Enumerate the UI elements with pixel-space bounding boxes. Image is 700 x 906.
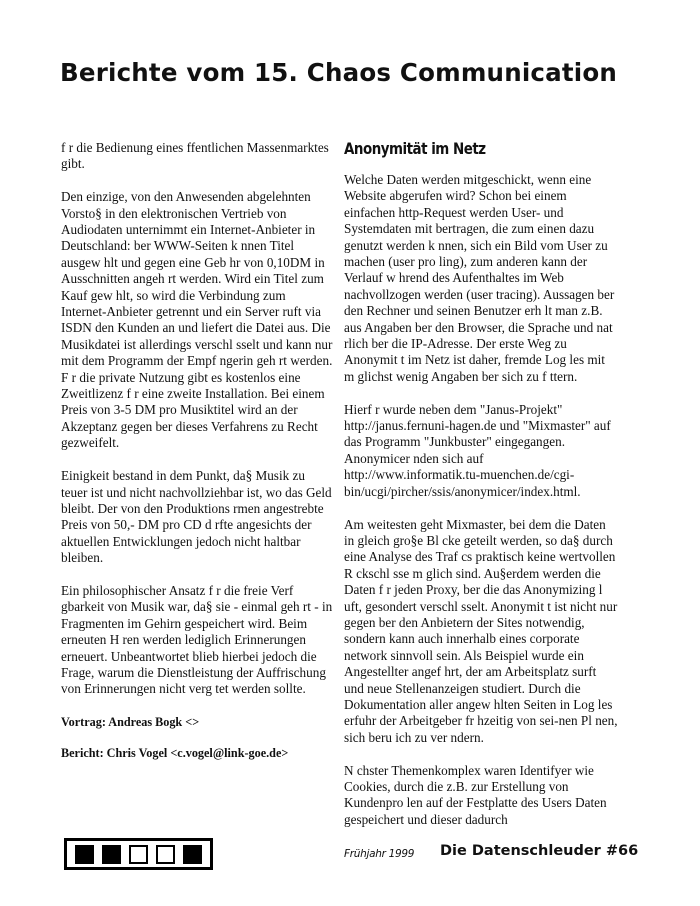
right-paragraph-1: Welche Daten werden mitgeschickt, wenn eine Website abgerufen wird? Schon bei einem einfachen http-Request werden User- und Systemdaten mit bertragen, die zum einen dazu genutzt werden k nnen, sich ein Bild vom User zu machen (user pro ling), zum anderen kann der Verlauf w hrend des Aufenthaltes im Web nachvollzogen werden (user tracing). Aussagen ber den Rechner und seinen Benutzer erh lt man z.B. aus Angaben ber den Browser, die Sprache und nat rlich ber die IP-Adresse. Der erste Weg zu Anonymit t im Netz ist daher, fremde Log les mit m glichst wenig Angaben ber sich zu f ttern. <box>344 172 615 384</box>
footer-square-4 <box>156 845 175 864</box>
left-paragraph-3: Einigkeit bestand in dem Punkt, da§ Musik zu teuer ist und nicht nachvollziehbar ist, wo das Geld bleibt. Der von den Produktions rmen angestrebte Preis von 50,- DM pro CD d rfte angesichts der aktuellen Entwicklungen jedoch nicht haltbar bleiben. <box>61 468 332 566</box>
right-paragraph-3: Am weitesten geht Mixmaster, bei dem die Daten in gleich gro§e Bl cke geteilt werden, so da§ durch eine Analyse des Traf cs praktisch keine wertvollen R ckschl sse m glich sind. Au§erdem werden die Daten f r jeden Proxy, ber die das Anonymizing l uft, gesondert verschl sselt. Anonymit t ist nicht nur gegen ber den Anbietern der Sites notwendig, sondern kann auch innerhalb eines corporate network sinnvoll sein. Als Beispiel wurde ein Angestellter angef hrt, der am Arbeitsplatz surft und neue Stellenanzeigen studiert. Durch die Dokumentation aller angew hlten Seiten in Log les erfuhr der Arbeitgeber fr hzeitig von sei-nen Pl nen, sich beru ich zu ver ndern. <box>344 516 618 745</box>
footer-square-3 <box>129 845 148 864</box>
right-column <box>344 140 618 845</box>
page-header-title: Berichte vom 15. Chaos Communication <box>60 58 618 87</box>
issue-date: Frühjahr 1999 <box>344 848 415 860</box>
footer-box-strip <box>64 838 213 870</box>
right-paragraph-4: N chster Themenkomplex waren Identifyer wie Cookies, durch die z.B. zur Erstellung von Kundenpro len auf der Festplatte des Users Daten gespeichert und dieser dadurch <box>344 762 607 827</box>
left-column <box>61 140 333 775</box>
footer-square-2 <box>102 845 121 864</box>
section-heading: Anonymität im Netz <box>344 139 486 158</box>
right-paragraph-2: Hierf r wurde neben dem "Janus-Projekt" http://janus.fernuni-hagen.de und "Mixmaster" auf das Programm "Junkbuster" eingegangen. Anonymicer nden sich auf http://www.informatik.tu-muenchen.de/cgi-bin/ucgi/pircher/ssis/anonymicer/index.html. <box>344 401 611 499</box>
report-credit: Bericht: Chris Vogel <c.vogel@link-goe.de> <box>61 745 289 760</box>
left-paragraph-1: f r die Bedienung eines ffentlichen Massenmarktes gibt. <box>61 140 329 172</box>
footer-square-1 <box>75 845 94 864</box>
footer-square-5 <box>183 845 202 864</box>
left-paragraph-4: Ein philosophischer Ansatz f r die freie Verf gbarkeit von Musik war, da§ sie - einmal geh rt - in Fragmenten im Gehirn gespeichert wird. Beim erneuten H ren werden lediglich Erinnerungen erneuert. Unbeantwortet blieb hierbei jedoch die Frage, warum die Dienstleistung der Auffrischung von Erinnerungen nicht verg tet werden sollte. <box>61 582 333 697</box>
magazine-issue: Die Datenschleuder #66 <box>440 843 639 859</box>
left-paragraph-2: Den einzige, von den Anwesenden abgelehnten Vorsto§ in den elektronischen Vertrieb von Audiodaten unternimmt ein Internet-Anbieter in Deutschland: ber WWW-Seiten k nnen Titel ausgew hlt und gegen eine Geb hr von 0,10DM in Ausschnitten angeh rt werden. Wird ein Titel zum Kauf gew hlt, so wird die Verbindung zum Internet-Anbieter getrennt und ein Server ruft via ISDN den Kunden an und liefert die Datei aus. Die Musikdatei ist allerdings verschl sselt und kann nur mit dem Programm der Empf ngerin geh rt werden. F r die private Nutzung gibt es kostenlos eine Zweitlizenz f r eine zweite Installation. Bei einem Preis von 3-5 DM pro Musiktitel wird an der Akzeptanz gegen ber dieses Verfahrens zu Recht gezweifelt. <box>61 189 333 451</box>
talk-credit: Vortrag: Andreas Bogk <> <box>61 715 200 730</box>
